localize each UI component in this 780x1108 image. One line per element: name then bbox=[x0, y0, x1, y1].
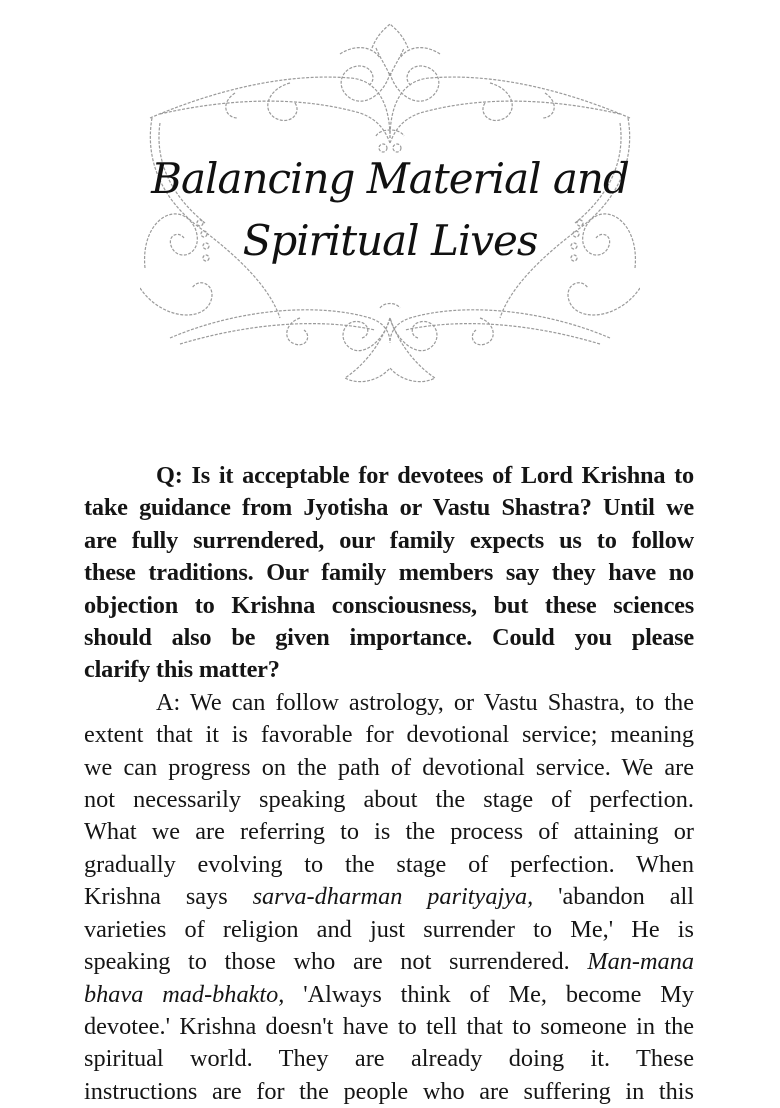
answer-line: instructions are for the people who are suffering in this bbox=[84, 1077, 694, 1105]
answer-text: speaking to those who are not surrendered. bbox=[84, 948, 588, 976]
question-line: should also be given importance. Could you please bbox=[84, 624, 694, 652]
chapter-title-line-2: Spiritual Lives bbox=[242, 216, 538, 265]
question-line: take guidance from Jyotisha or Vastu Shastra? Until we bbox=[84, 494, 694, 522]
question-line: these traditions. Our family members say they have no bbox=[84, 559, 694, 587]
sanskrit-quote: sarva-dharman parityajya, bbox=[252, 883, 534, 911]
question-paragraph bbox=[84, 460, 694, 687]
answer-line: not necessarily speaking about the stage of perfection. bbox=[84, 786, 694, 814]
answer-paragraph bbox=[84, 687, 694, 1108]
answer-line bbox=[84, 881, 694, 913]
question-line: are fully surrendered, our family expects us to follow bbox=[84, 526, 694, 554]
answer-line: varieties of religion and just surrender to Me,' He is bbox=[84, 915, 694, 943]
question-line: objection to Krishna consciousness, but these sciences bbox=[84, 591, 694, 619]
chapter-title-line-1: Balancing Material and bbox=[151, 154, 629, 203]
body-text bbox=[84, 460, 694, 1108]
answer-line bbox=[84, 946, 694, 978]
answer-line bbox=[84, 979, 694, 1011]
answer-text: Krishna says bbox=[84, 883, 253, 911]
answer-text: 'abandon all bbox=[533, 883, 694, 911]
answer-line: A: We can follow astrology, or Vastu Shastra, to the bbox=[156, 688, 694, 716]
sanskrit-quote: Man-mana bbox=[587, 948, 694, 976]
decorative-scrollwork-frame-icon bbox=[140, 18, 640, 388]
answer-text: 'Always think of Me, become My bbox=[284, 980, 694, 1008]
question-line: clarify this matter? bbox=[84, 656, 280, 684]
answer-line: gradually evolving to the stage of perfection. When bbox=[84, 850, 694, 878]
answer-line: devotee.' Krishna doesn't have to tell that to someone in the bbox=[84, 1012, 694, 1040]
question-line: Q: Is it acceptable for devotees of Lord Krishna to bbox=[156, 462, 694, 489]
answer-line: we can progress on the path of devotional service. We are bbox=[84, 753, 694, 781]
answer-line: extent that it is favorable for devotional service; meaning bbox=[84, 721, 694, 749]
answer-line: What we are referring to is the process of attaining or bbox=[84, 818, 694, 846]
answer-line: spiritual world. They are already doing it. These bbox=[84, 1045, 694, 1073]
sanskrit-quote: bhava mad-bhakto, bbox=[84, 980, 285, 1008]
